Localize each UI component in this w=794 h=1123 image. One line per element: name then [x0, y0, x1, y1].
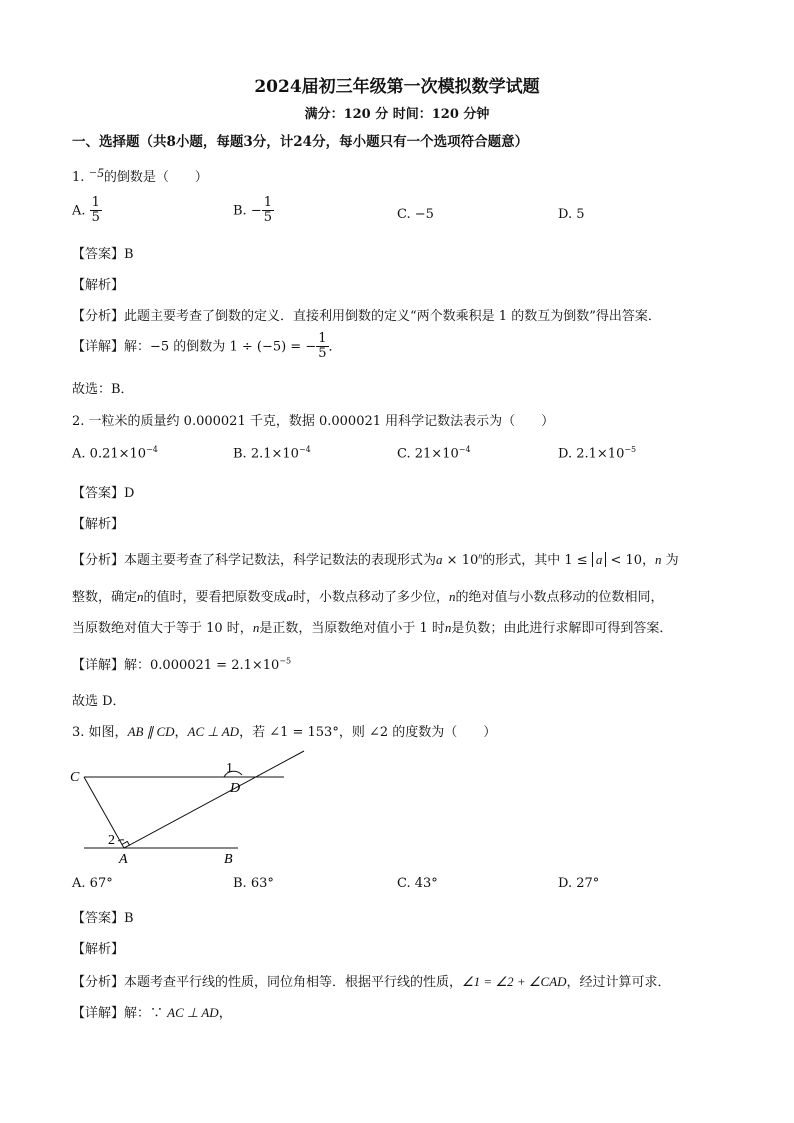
- q2-fenxi-line-2: [72, 586, 664, 605]
- numerator: 1: [263, 195, 273, 210]
- math-text: × 10: [442, 553, 479, 568]
- math-expression: ∠1 = ∠2 + ∠CAD: [462, 974, 567, 989]
- minus-sign: −: [250, 203, 262, 219]
- q2-option-d[interactable]: [558, 445, 636, 461]
- q2-answer: [72, 482, 134, 501]
- q3-option-a[interactable]: [72, 876, 113, 891]
- answer-tag: 【答案】: [72, 247, 125, 262]
- math-var: n: [252, 620, 260, 635]
- fenxi-text: 整数，确定: [72, 590, 138, 605]
- option-value: 27°: [576, 876, 600, 891]
- q2-stem: [72, 410, 554, 429]
- q1-conclusion: 故选：B．: [72, 382, 134, 397]
- detail-suffix: ，: [218, 1006, 232, 1021]
- detail-tag: 【详解】: [72, 339, 125, 355]
- answer-tag: 【答案】: [72, 911, 125, 926]
- transversal-ad: [124, 751, 304, 848]
- angle-2-arc: [118, 840, 124, 841]
- fenxi-text: 为: [661, 553, 679, 568]
- fenxi-text: ，经过计算可求．: [566, 975, 671, 990]
- option-label: D.: [558, 446, 573, 462]
- q2-stem-text: 一粒米的质量约 0.000021 千克，数据 0.000021 用科学记数法表示为（ ）: [88, 414, 555, 429]
- fenxi-text: 的绝对值与小数点移动的位数相同，: [455, 590, 664, 605]
- q3-fenxi: [72, 971, 671, 990]
- detail-text: 解：∵: [124, 1006, 168, 1021]
- q1-math: −5: [88, 165, 104, 180]
- fenxi-text: 的形式，其中 1 ≤: [482, 553, 588, 568]
- q3-stem-text: ，若 ∠1 = 153°，则 ∠2 的度数为（ ）: [239, 725, 497, 740]
- q2-analysis-tag: [72, 513, 124, 532]
- q3-stem-text: 如图，: [88, 725, 128, 740]
- option-label: B.: [233, 876, 247, 891]
- answer-value: D: [124, 486, 135, 501]
- fenxi-tag: 【分析】: [72, 309, 125, 324]
- fenxi-tag: 【分析】: [72, 975, 125, 990]
- q2-option-c[interactable]: [397, 445, 471, 461]
- q1-stem: [72, 166, 208, 185]
- math-var: n: [444, 620, 452, 635]
- q1-answer: [72, 243, 134, 262]
- option-value: 5: [576, 207, 585, 222]
- exam-meta: 满分：120 分 时间：120 分钟: [304, 107, 490, 122]
- q3-analysis-tag: [72, 938, 124, 957]
- label-c: C: [70, 770, 80, 785]
- option-exponent: −4: [458, 445, 471, 454]
- option-value: 63°: [250, 876, 274, 891]
- q3-stem-text: ，: [174, 725, 188, 740]
- right-angle-marker: [122, 841, 130, 845]
- label-1: 1: [226, 761, 233, 776]
- geometry-figure: [66, 745, 306, 870]
- q1-detail: [72, 332, 342, 362]
- fenxi-text: 本题考查平行线的性质，同位角相等．根据平行线的性质，: [124, 975, 463, 990]
- absolute-value: a: [592, 552, 607, 567]
- option-label: D.: [558, 876, 573, 891]
- fenxi-tag: 【分析】: [72, 553, 125, 568]
- denominator: 5: [263, 210, 273, 226]
- fenxi-text: 是正数，当原数绝对值小于 1 时: [259, 621, 445, 636]
- segment-ac: [84, 777, 124, 848]
- math-var: n: [449, 589, 456, 604]
- q2-option-a[interactable]: [72, 445, 158, 461]
- q2-detail: [72, 654, 291, 673]
- option-label: B.: [233, 203, 247, 219]
- fraction: [90, 196, 102, 226]
- denominator: 5: [91, 210, 100, 226]
- detail-suffix: ．: [328, 339, 342, 355]
- q1-option-d[interactable]: [558, 207, 585, 222]
- option-exponent: −5: [624, 445, 637, 454]
- option-base: 0.21×10: [89, 446, 147, 462]
- q3-answer: [72, 907, 134, 926]
- fenxi-text: 的值时，要看把原数变成: [143, 590, 287, 605]
- math-var: n: [137, 589, 144, 604]
- q3-option-b[interactable]: [233, 876, 274, 891]
- answer-value: B: [124, 911, 134, 926]
- label-b: B: [224, 852, 233, 867]
- q1-option-b[interactable]: [233, 196, 274, 226]
- q2-number: 2.: [72, 414, 85, 429]
- q1-option-c[interactable]: [397, 207, 434, 222]
- q3-detail: [72, 1002, 232, 1021]
- math-exponent: n: [478, 551, 483, 561]
- label-d: D: [230, 781, 241, 796]
- detail-tag: 【详解】: [72, 1006, 125, 1021]
- answer-value: B: [124, 247, 134, 262]
- denominator: 5: [318, 346, 327, 362]
- option-label: A.: [72, 876, 86, 891]
- q1-stem-text: 的倒数是（ ）: [103, 170, 208, 185]
- option-label: B.: [233, 446, 247, 462]
- q3-stem: [72, 721, 496, 740]
- option-exponent: −4: [298, 445, 311, 454]
- option-exponent: −4: [146, 445, 158, 454]
- math-expression: AC ⊥ AD: [187, 724, 240, 739]
- q1-number: 1.: [72, 170, 85, 185]
- fraction: [262, 196, 274, 226]
- q1-fenxi: [72, 305, 661, 324]
- math-var: n: [655, 552, 662, 567]
- option-value: −5: [414, 207, 434, 222]
- fenxi-text: 当原数绝对值大于等于 10 时，: [72, 621, 253, 636]
- q2-conclusion: 故选 D．: [72, 694, 126, 709]
- analysis-tag: 【解析】: [72, 278, 125, 293]
- label-2: 2: [108, 833, 115, 848]
- q1-analysis-tag: [72, 274, 124, 293]
- math-expression: AB ∥ CD: [127, 724, 175, 739]
- page-title: 2024届初三年级第一次模拟数学试题: [254, 77, 540, 97]
- q3-option-d[interactable]: [558, 876, 599, 891]
- option-value: 67°: [89, 876, 113, 891]
- option-label: C.: [397, 876, 411, 891]
- option-base: 2.1×10: [250, 446, 299, 462]
- option-label: C.: [397, 207, 411, 222]
- detail-tag: 【详解】: [72, 658, 125, 673]
- option-base: 2.1×10: [576, 446, 625, 462]
- q2-fenxi-line-1: [72, 549, 679, 568]
- detail-text: 解：0.000021 = 2.1×10: [124, 658, 280, 673]
- numerator: 1: [91, 195, 100, 210]
- option-base: 21×10: [414, 446, 459, 462]
- math-exponent: −5: [279, 656, 292, 666]
- option-value: 43°: [414, 876, 438, 891]
- q2-fenxi-line-3: [72, 617, 672, 636]
- option-label: A.: [72, 446, 86, 462]
- fenxi-text: 本题主要考查了科学记数法，科学记数法的表现形式为: [124, 553, 437, 568]
- option-label: D.: [558, 207, 573, 222]
- option-label: C.: [397, 446, 411, 462]
- q1-option-a[interactable]: [72, 196, 102, 226]
- q2-option-b[interactable]: [233, 445, 311, 461]
- analysis-tag: 【解析】: [72, 517, 125, 532]
- fenxi-text: < 10，: [610, 553, 656, 568]
- fenxi-text: 时，小数点移动了多少位，: [293, 590, 450, 605]
- fenxi-text: 是负数；由此进行求解即可得到答案．: [451, 621, 673, 636]
- math-var: a: [286, 589, 294, 604]
- option-label: A.: [72, 203, 86, 219]
- q3-number: 3.: [72, 725, 85, 740]
- analysis-tag: 【解析】: [72, 942, 125, 957]
- math-var: a: [436, 552, 443, 567]
- fenxi-text: 此题主要考查了倒数的定义．直接利用倒数的定义“两个数乘积是 1 的数互为倒数”得出答案．: [124, 309, 661, 324]
- math-expression: AC ⊥ AD: [167, 1005, 219, 1020]
- answer-tag: 【答案】: [72, 486, 125, 501]
- numerator: 1: [318, 331, 327, 346]
- detail-text: 解：−5 的倒数为 1 ÷ (−5) = −: [124, 339, 317, 355]
- label-a: A: [119, 852, 128, 867]
- fraction: [316, 332, 328, 362]
- q3-option-c[interactable]: [397, 876, 438, 891]
- section-heading: 一、选择题（共8小题，每题3分，计24分，每小题只有一个选项符合题意）: [72, 134, 529, 150]
